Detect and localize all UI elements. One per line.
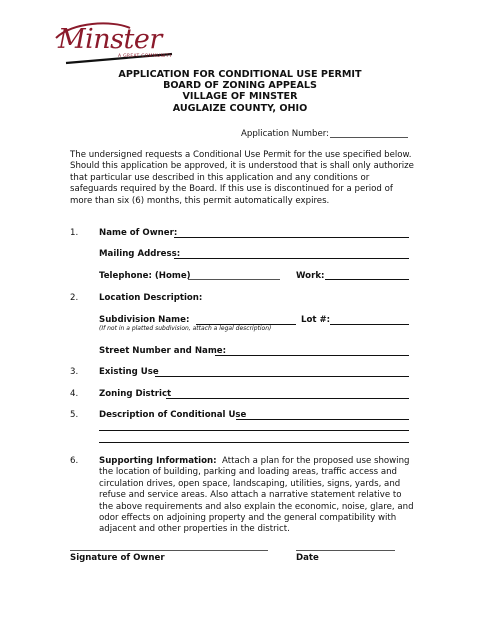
zoning-district-field[interactable] <box>166 398 409 399</box>
intro-paragraph <box>70 150 414 207</box>
title-line: BOARD OF ZONING APPEALS <box>163 80 317 92</box>
supporting-line: refuse and service areas. Also attach a narrative statement relative to <box>99 490 402 501</box>
zoning-district-label: Zoning District <box>99 389 172 399</box>
conditional-use-label: Description of Conditional Use <box>99 410 247 420</box>
document-title <box>0 69 480 114</box>
work-phone-field[interactable] <box>325 279 409 280</box>
conditional-use-field[interactable] <box>99 430 409 431</box>
subdivision-note: (If not in a platted subdivision, attach a legal description) <box>99 325 272 332</box>
title-line: VILLAGE OF MINSTER <box>182 91 298 103</box>
street-number-label: Street Number and Name: <box>99 346 227 356</box>
owner-name-label: Name of Owner: <box>99 228 178 238</box>
mailing-address-field[interactable] <box>174 258 409 259</box>
item-number-3: 3. <box>70 367 79 377</box>
logo-wordmark: Minster <box>58 24 162 55</box>
application-number-field[interactable] <box>330 137 408 138</box>
item-number-5: 5. <box>70 410 79 420</box>
item-number-4: 4. <box>70 389 79 399</box>
date-label: Date <box>296 553 319 563</box>
lot-number-label: Lot #: <box>301 315 331 325</box>
supporting-information-label: Supporting Information: <box>99 456 217 466</box>
intro-line: The undersigned requests a Conditional Use Permit for the use specified below. <box>70 150 412 160</box>
application-number-label: Application Number: <box>241 129 330 139</box>
item-number-1: 1. <box>70 228 79 238</box>
street-number-field[interactable] <box>215 355 409 356</box>
supporting-line: Attach a plan for the proposed use showing <box>222 456 410 466</box>
lot-number-field[interactable] <box>330 324 409 325</box>
title-line: AUGLAIZE COUNTY, OHIO <box>172 102 308 114</box>
item-number-2: 2. <box>70 293 79 303</box>
supporting-line: the above requirements and also explain the economic, noise, glare, and <box>99 501 414 512</box>
telephone-home-label: Telephone: (Home) <box>99 271 191 281</box>
intro-line: Should this application be approved, it is understood that is shall only authorize <box>70 161 414 172</box>
location-description-label: Location Description: <box>99 293 203 303</box>
conditional-use-field[interactable] <box>99 442 409 443</box>
intro-line: more than six (6) months, this permit automatically expires. <box>70 195 330 206</box>
intro-line: that particular use described in this application and any conditions or <box>70 172 370 183</box>
title-line: APPLICATION FOR CONDITIONAL USE PERMIT <box>118 69 362 80</box>
supporting-line: circulation drives, open space, landscaping, utilities, signs, yards, and <box>99 478 401 489</box>
telephone-home-field[interactable] <box>188 279 280 280</box>
date-field[interactable] <box>296 550 395 551</box>
item-number-6: 6. <box>70 456 79 466</box>
supporting-information <box>99 456 414 536</box>
subdivision-name-label: Subdivision Name: <box>99 315 190 325</box>
conditional-use-field[interactable] <box>236 419 409 420</box>
supporting-line: adjacent and other properties in the district. <box>99 524 290 535</box>
owner-name-field[interactable] <box>174 237 409 238</box>
signature-label: Signature of Owner <box>70 553 165 563</box>
work-phone-label: Work: <box>296 271 325 281</box>
supporting-line: odor effects on adjoining property and the general compatibility with <box>99 513 397 524</box>
signature-field[interactable] <box>70 550 268 551</box>
existing-use-label: Existing Use <box>99 367 159 377</box>
existing-use-field[interactable] <box>155 376 409 377</box>
supporting-line: the location of building, parking and loading areas, traffic access and <box>99 467 397 478</box>
intro-line: safeguards required by the Board. If this use is discontinued for a period of <box>70 184 393 195</box>
mailing-address-label: Mailing Address: <box>99 249 181 259</box>
logo-tagline: A GREAT COMMUNITY <box>118 54 172 59</box>
logo <box>52 18 182 66</box>
